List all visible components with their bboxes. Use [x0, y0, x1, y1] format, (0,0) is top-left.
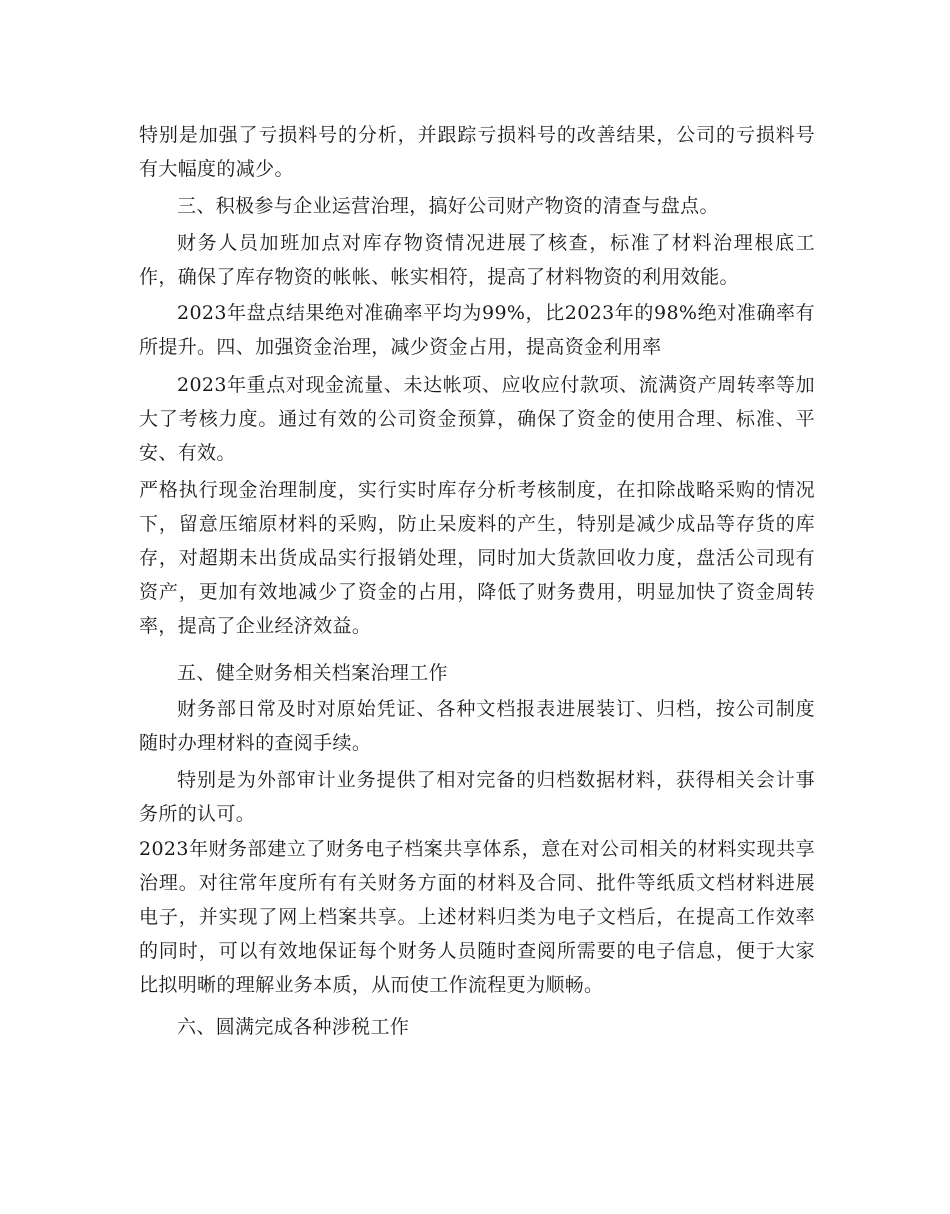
paragraph-audit-support: 特别是为外部审计业务提供了相对完备的归档数据材料，获得相关会计事务所的认可。	[139, 769, 815, 825]
paragraph-cash-flow-review: 2023年重点对现金流量、未达帐项、应收应付款项、流满资产周转率等加大了考核力度。通过有效的公司资金预算，确保了资金的使用合理、标准、平安、有效。	[139, 374, 815, 464]
heading-section-5: 五、健全财务相关档案治理工作	[177, 662, 448, 684]
paragraph-archiving: 财务部日常及时对原始凭证、各种文档报表进展装订、归档，按公司制度随时办理材料的查阅手续。	[139, 698, 815, 754]
heading-section-6: 六、圆满完成各种涉税工作	[177, 1016, 410, 1038]
heading-section-3: 三、积极参与企业运营治理，搞好公司财产物资的清查与盘点。	[177, 195, 719, 217]
paragraph-cash-management: 严格执行现金治理制度，实行实时库存分析考核制度，在扣除战略采购的情况下，留意压缩原材料的采购，防止呆废料的产生，特别是减少成品等存货的库存，对超期未出货成品实行报销处理，同时加大货款回收力度，盘活公司现有资产，更加有效地减少了资金的占用，降低了财务费用，明显加快了资金周转率，提高了企业经济效益。	[139, 479, 815, 637]
paragraph-inventory-check: 财务人员加班加点对库存物资情况进展了核查，标准了材料治理根底工作，确保了库存物资的帐帐、帐实相符，提高了材料物资的利用效能。	[139, 232, 815, 288]
paragraph-stocktake-accuracy: 2023年盘点结果绝对准确率平均为99%，比2023年的98%绝对准确率有所提升。四、加强资金治理，减少资金占用，提高资金利用率	[139, 302, 815, 358]
paragraph-electronic-archive: 2023年财务部建立了财务电子档案共享体系，意在对公司相关的材料实现共享治理。对往常年度所有有关财务方面的材料及合同、批件等纸质文档材料进展电子，并实现了网上档案共享。上述材料归类为电子文档后，在提高工作效率的同时，可以有效地保证每个财务人员随时查阅所需要的电子信息，便于大家比拟明晰的理解业务本质，从而使工作流程更为顺畅。	[139, 838, 815, 996]
paragraph-loss-items: 特别是加强了亏损料号的分析，并跟踪亏损料号的改善结果，公司的亏损料号有大幅度的减少。	[139, 124, 815, 180]
